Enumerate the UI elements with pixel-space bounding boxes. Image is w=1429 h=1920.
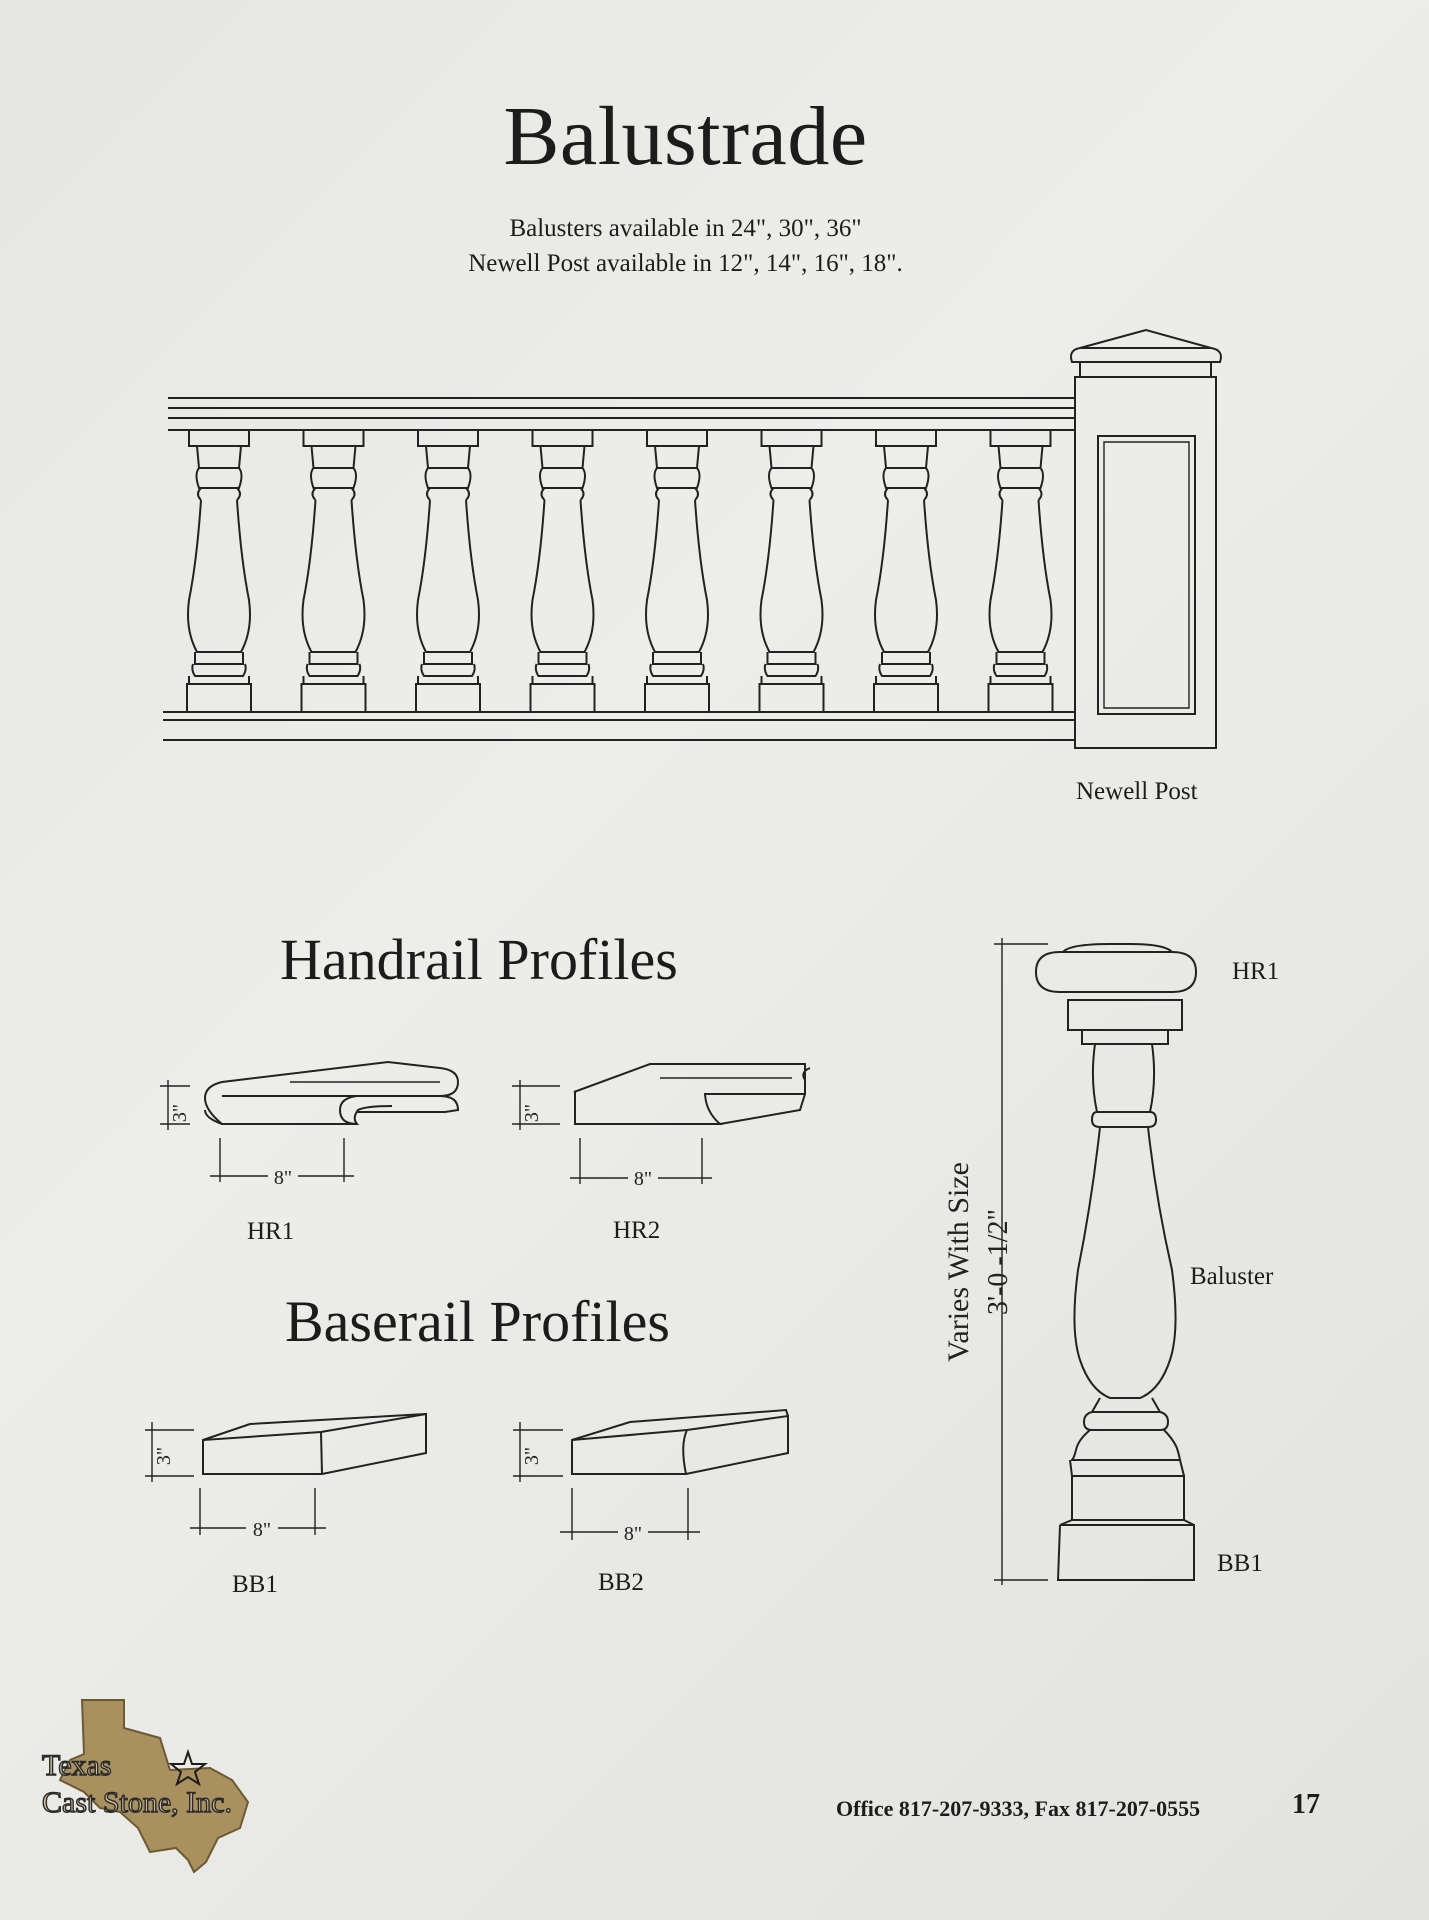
hr2-width-text: 8" bbox=[633, 1168, 653, 1190]
detail-dimension-text: 3'-0 -1/2" bbox=[983, 1209, 1014, 1315]
hr1-profile bbox=[160, 1062, 458, 1182]
subtitle-newell-post: Newell Post available in 12", 14", 16", 18". bbox=[468, 250, 903, 277]
hr1-width-text: 8" bbox=[273, 1167, 293, 1189]
elevation-baluster bbox=[531, 430, 595, 712]
elevation-baluster bbox=[302, 430, 366, 712]
detail-baluster-label: Baluster bbox=[1190, 1263, 1274, 1290]
hr2-profile bbox=[512, 1064, 810, 1184]
bb2-height-text: 3" bbox=[521, 1446, 543, 1466]
detail-hr1-label: HR1 bbox=[1232, 958, 1280, 985]
bb1-profile bbox=[145, 1414, 426, 1535]
elevation-balusters bbox=[187, 430, 1053, 712]
subtitle-balusters: Balusters available in 24", 30", 36" bbox=[509, 215, 862, 242]
baserail-heading: Baserail Profiles bbox=[285, 1289, 670, 1354]
page-number: 17 bbox=[1292, 1789, 1320, 1820]
hr1-height-text: 3" bbox=[169, 1103, 191, 1123]
elevation-baluster bbox=[645, 430, 709, 712]
elevation-baluster bbox=[874, 430, 938, 712]
hr1-label: HR1 bbox=[247, 1218, 295, 1245]
bb1-width-text: 8" bbox=[252, 1519, 272, 1541]
detail-bb1-label: BB1 bbox=[1217, 1550, 1263, 1577]
elevation-baluster bbox=[760, 430, 824, 712]
elevation-baluster bbox=[187, 430, 251, 712]
hr2-height-text: 3" bbox=[521, 1103, 543, 1123]
bb2-profile bbox=[513, 1410, 788, 1540]
hr2-label: HR2 bbox=[613, 1217, 661, 1244]
newell-post-label: Newell Post bbox=[1076, 778, 1198, 805]
logo-line2: Cast Stone, Inc. bbox=[42, 1786, 232, 1819]
detail-varies-text: Varies With Size bbox=[942, 1162, 975, 1362]
bb2-width-text: 8" bbox=[623, 1523, 643, 1545]
elevation-baluster bbox=[416, 430, 480, 712]
baluster-detail bbox=[994, 938, 1196, 1585]
page-title: Balustrade bbox=[503, 90, 868, 183]
elevation-baserail bbox=[163, 712, 1075, 740]
bb1-height-text: 3" bbox=[153, 1446, 175, 1466]
elevation-handrail bbox=[168, 398, 1075, 430]
texas-cast-stone-logo bbox=[42, 1700, 248, 1872]
handrail-heading: Handrail Profiles bbox=[280, 927, 678, 992]
newell-post-drawing bbox=[1071, 330, 1221, 748]
bb1-label: BB1 bbox=[232, 1571, 278, 1598]
elevation-baluster bbox=[989, 430, 1053, 712]
footer-contact: Office 817-207-9333, Fax 817-207-0555 bbox=[836, 1796, 1201, 1821]
logo-line1: Texas bbox=[42, 1749, 112, 1782]
bb2-label: BB2 bbox=[598, 1569, 644, 1596]
